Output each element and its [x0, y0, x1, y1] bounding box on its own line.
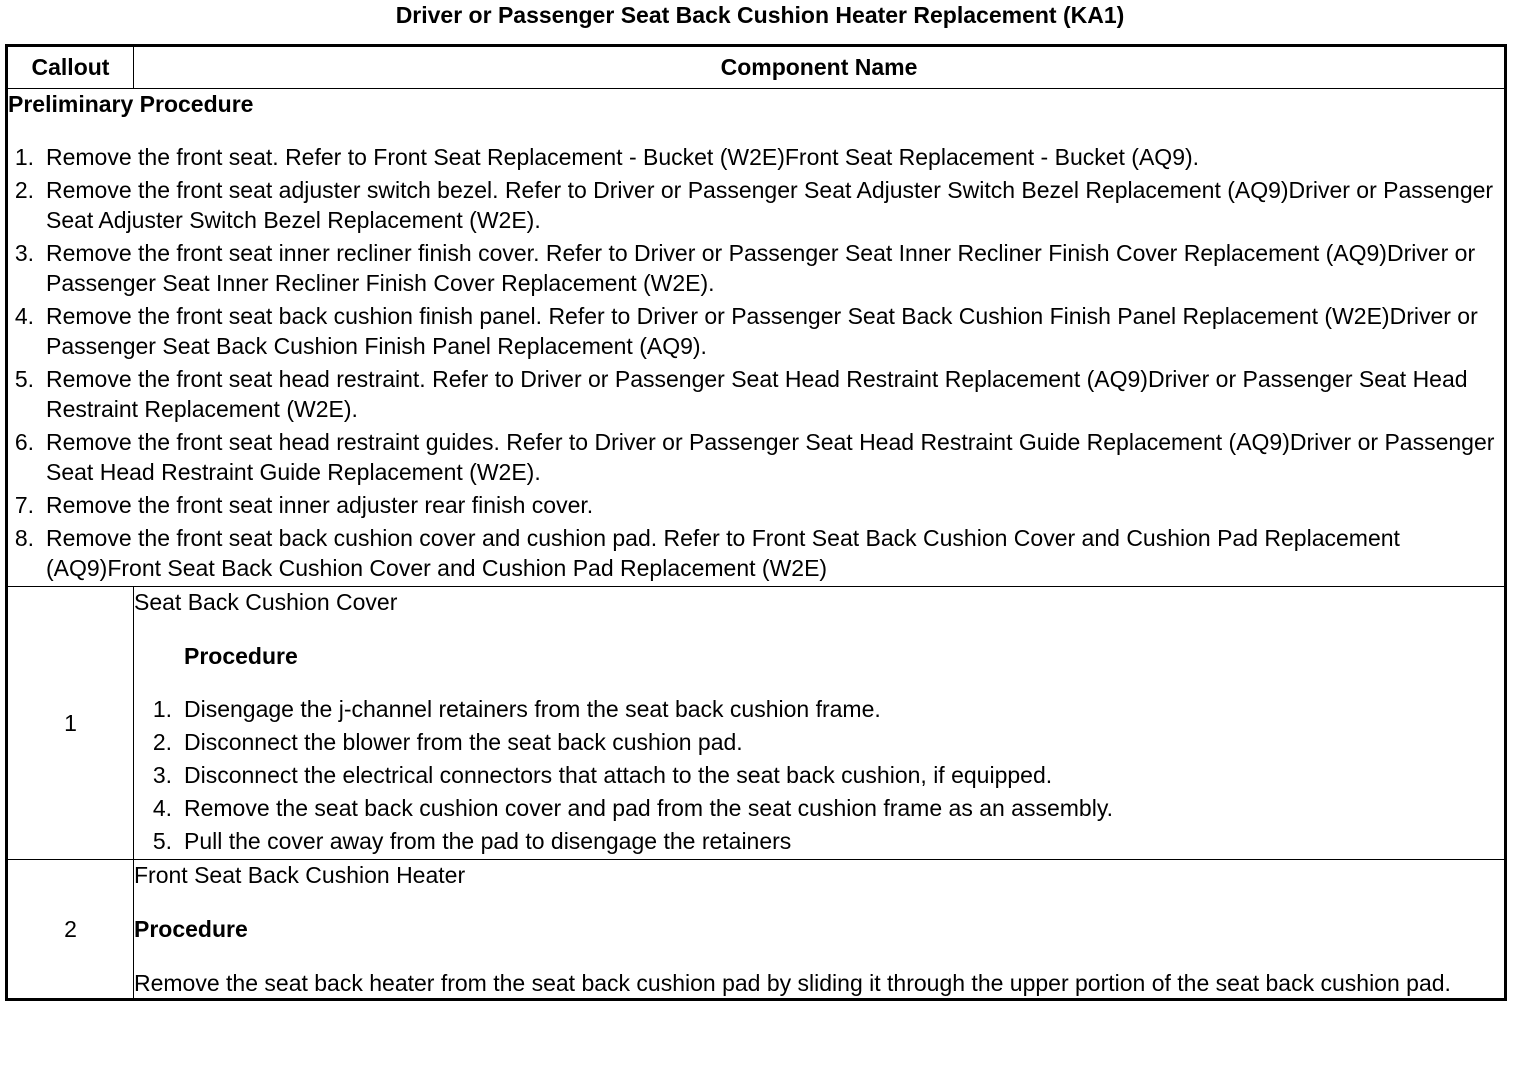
preliminary-heading: Preliminary Procedure — [8, 91, 254, 117]
preliminary-step: 3. Remove the front seat inner recliner finish cover. Refer to Driver or Passenger Seat Inner Recliner Finish Cover Replacement (AQ9)Driver or Passenger Seat Inner Recliner Finish Cover Replacement (W2E). — [14, 240, 1476, 296]
preliminary-step: 5. Remove the front seat head restraint. Refer to Driver or Passenger Seat Head Restraint Replacement (AQ9)Driver or Passenger Seat Head Restraint Replacement (W2E). — [14, 366, 1468, 422]
procedure-heading: Procedure — [184, 643, 298, 669]
component-name: Front Seat Back Cushion Heater — [134, 862, 466, 888]
component-cell — [134, 860, 1506, 1000]
preliminary-step: 1. Remove the front seat. Refer to Front Seat Replacement - Bucket (W2E)Front Seat Replacement - Bucket (AQ9). — [14, 144, 1200, 170]
document-title: Driver or Passenger Seat Back Cushion Heater Replacement (KA1) — [395, 2, 1125, 28]
procedure-step: 2. Disconnect the blower from the seat back cushion pad. — [152, 729, 743, 755]
header-callout: Callout — [7, 46, 134, 89]
component-name: Seat Back Cushion Cover — [134, 589, 398, 615]
preliminary-cell — [7, 89, 1506, 587]
preliminary-step: 7. Remove the front seat inner adjuster rear finish cover. — [14, 492, 594, 518]
callout-number: 1 — [7, 587, 134, 860]
procedure-step: 1. Disengage the j-channel retainers from the seat back cushion frame. — [152, 696, 881, 722]
procedure-step: 3. Disconnect the electrical connectors that attach to the seat back cushion, if equipped. — [152, 762, 1053, 788]
procedure-text: Remove the seat back heater from the seat back cushion pad by sliding it through the upper portion of the seat back cushion pad. — [134, 970, 1451, 996]
header-component-name: Component Name — [134, 46, 1506, 89]
procedure-table — [5, 44, 1507, 1001]
preliminary-step: 6. Remove the front seat head restraint guides. Refer to Driver or Passenger Seat Head Restraint Guide Replacement (AQ9)Driver or Passenger Seat Head Restraint Guide Replacement (W2E). — [14, 429, 1495, 485]
callout-number: 2 — [7, 860, 134, 1000]
procedure-step: 4. Remove the seat back cushion cover and pad from the seat cushion frame as an assembly. — [152, 795, 1114, 821]
preliminary-row — [7, 89, 1506, 587]
table-row — [7, 860, 1506, 1000]
procedure-step: 5. Pull the cover away from the pad to disengage the retainers — [152, 828, 792, 854]
preliminary-step: 2. Remove the front seat adjuster switch bezel. Refer to Driver or Passenger Seat Adjuster Switch Bezel Replacement (AQ9)Driver or Passenger Seat Adjuster Switch Bezel Replacement (W2E). — [14, 177, 1494, 233]
preliminary-step: 8. Remove the front seat back cushion cover and cushion pad. Refer to Front Seat Back Cushion Cover and Cushion Pad Replacement (AQ9)Front Seat Back Cushion Cover and Cushion Pad Replacement (W2E) — [14, 525, 1400, 581]
procedure-heading: Procedure — [134, 916, 248, 942]
table-row — [7, 587, 1506, 860]
preliminary-steps — [8, 142, 1504, 583]
preliminary-step: 4. Remove the front seat back cushion finish panel. Refer to Driver or Passenger Seat Back Cushion Finish Panel Replacement (W2E)Driver or Passenger Seat Back Cushion Finish Panel Replacement (AQ9). — [14, 303, 1478, 359]
table-header-row — [7, 46, 1506, 89]
component-cell — [134, 587, 1506, 860]
procedure-steps — [134, 694, 1504, 856]
